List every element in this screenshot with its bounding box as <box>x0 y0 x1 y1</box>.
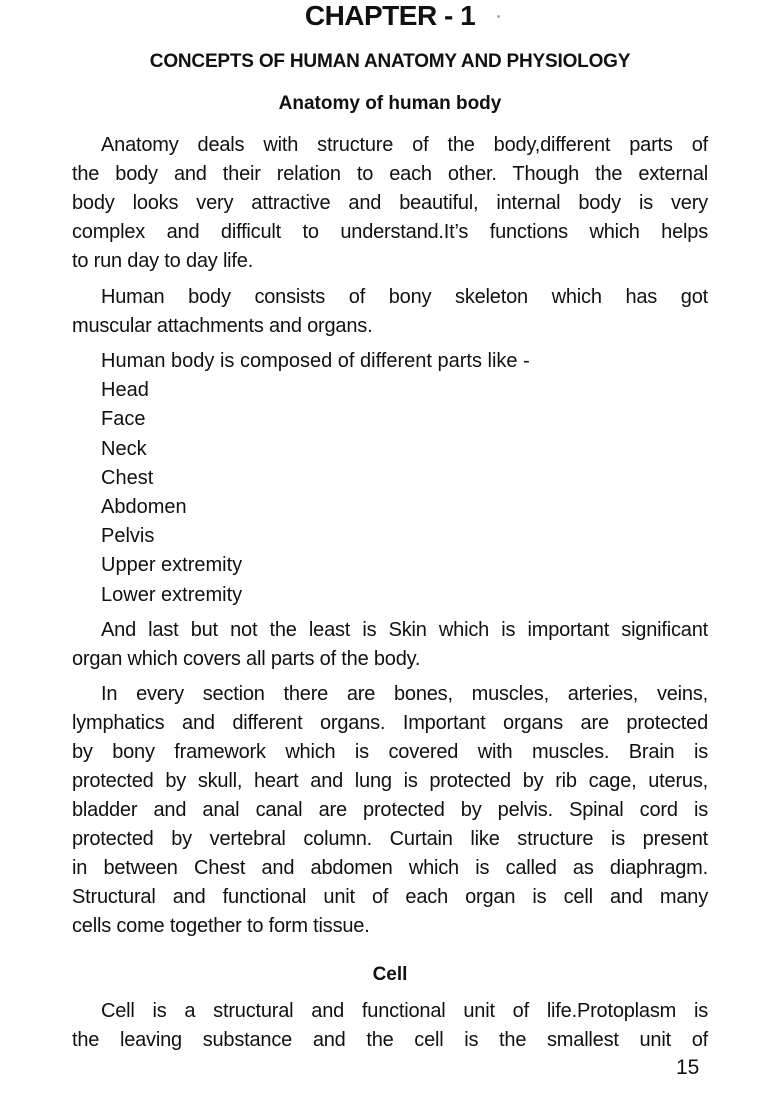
text-line: Human body consists of bony skeleton which has got <box>101 286 708 308</box>
list-item: Abdomen <box>101 496 187 519</box>
text-line: protected by vertebral column. Curtain like structure is present <box>72 828 708 850</box>
text-line: Structural and functional unit of each organ is cell and many <box>72 886 708 908</box>
section-heading-cell: Cell <box>372 964 408 985</box>
chapter-heading: CHAPTER - 1 <box>304 0 476 31</box>
text-line: Anatomy deals with structure of the body,different parts of <box>101 134 708 156</box>
text-line: protected by skull, heart and lung is protected by rib cage, uterus, <box>72 770 708 792</box>
list-item: Lower extremity <box>101 583 243 606</box>
text-line: the leaving substance and the cell is the smallest unit of <box>72 1029 708 1051</box>
paragraph-3 <box>72 616 708 674</box>
text-line: In every section there are bones, muscles, arteries, veins, <box>101 683 708 705</box>
list-item: Face <box>101 408 146 431</box>
list-item: Chest <box>101 466 154 489</box>
section-heading-anatomy: Anatomy of human body <box>278 93 502 114</box>
body-parts-list <box>101 347 530 610</box>
text-line: muscular attachments and organs. <box>72 315 373 337</box>
chapter-title: CONCEPTS OF HUMAN ANATOMY AND PHYSIOLOGY <box>149 51 631 72</box>
text-line: organ which covers all parts of the body. <box>72 648 421 670</box>
list-item: Pelvis <box>101 525 155 548</box>
text-line: in between Chest and abdomen which is called as diaphragm. <box>72 857 708 879</box>
paragraph-2 <box>72 283 708 341</box>
speck <box>497 15 500 18</box>
text-line: by bony framework which is covered with muscles. Brain is <box>72 741 708 763</box>
page-number: 15 <box>676 1056 700 1079</box>
list-item: Upper extremity <box>101 554 243 577</box>
text-line: Cell is a structural and functional unit of life.Protoplasm is <box>101 1000 708 1022</box>
text-line: bladder and anal canal are protected by pelvis. Spinal cord is <box>72 799 708 821</box>
text-line: to run day to day life. <box>72 250 254 272</box>
text-line: body looks very attractive and beautiful, internal body is very <box>72 192 708 214</box>
paragraph-1 <box>72 131 708 276</box>
paragraph-4 <box>72 680 708 941</box>
text-line: And last but not the least is Skin which is important significant <box>101 619 708 641</box>
list-item: Neck <box>101 437 147 460</box>
text-line: lymphatics and different organs. Important organs are protected <box>72 712 708 734</box>
paragraph-5 <box>72 997 708 1055</box>
text-line: the body and their relation to each other. Though the external <box>72 163 708 185</box>
list-item: Human body is composed of different parts like - <box>101 350 530 372</box>
text-line: complex and difficult to understand.It’s functions which helps <box>72 221 708 243</box>
list-item: Head <box>101 379 149 402</box>
text-line: cells come together to form tissue. <box>72 915 370 937</box>
